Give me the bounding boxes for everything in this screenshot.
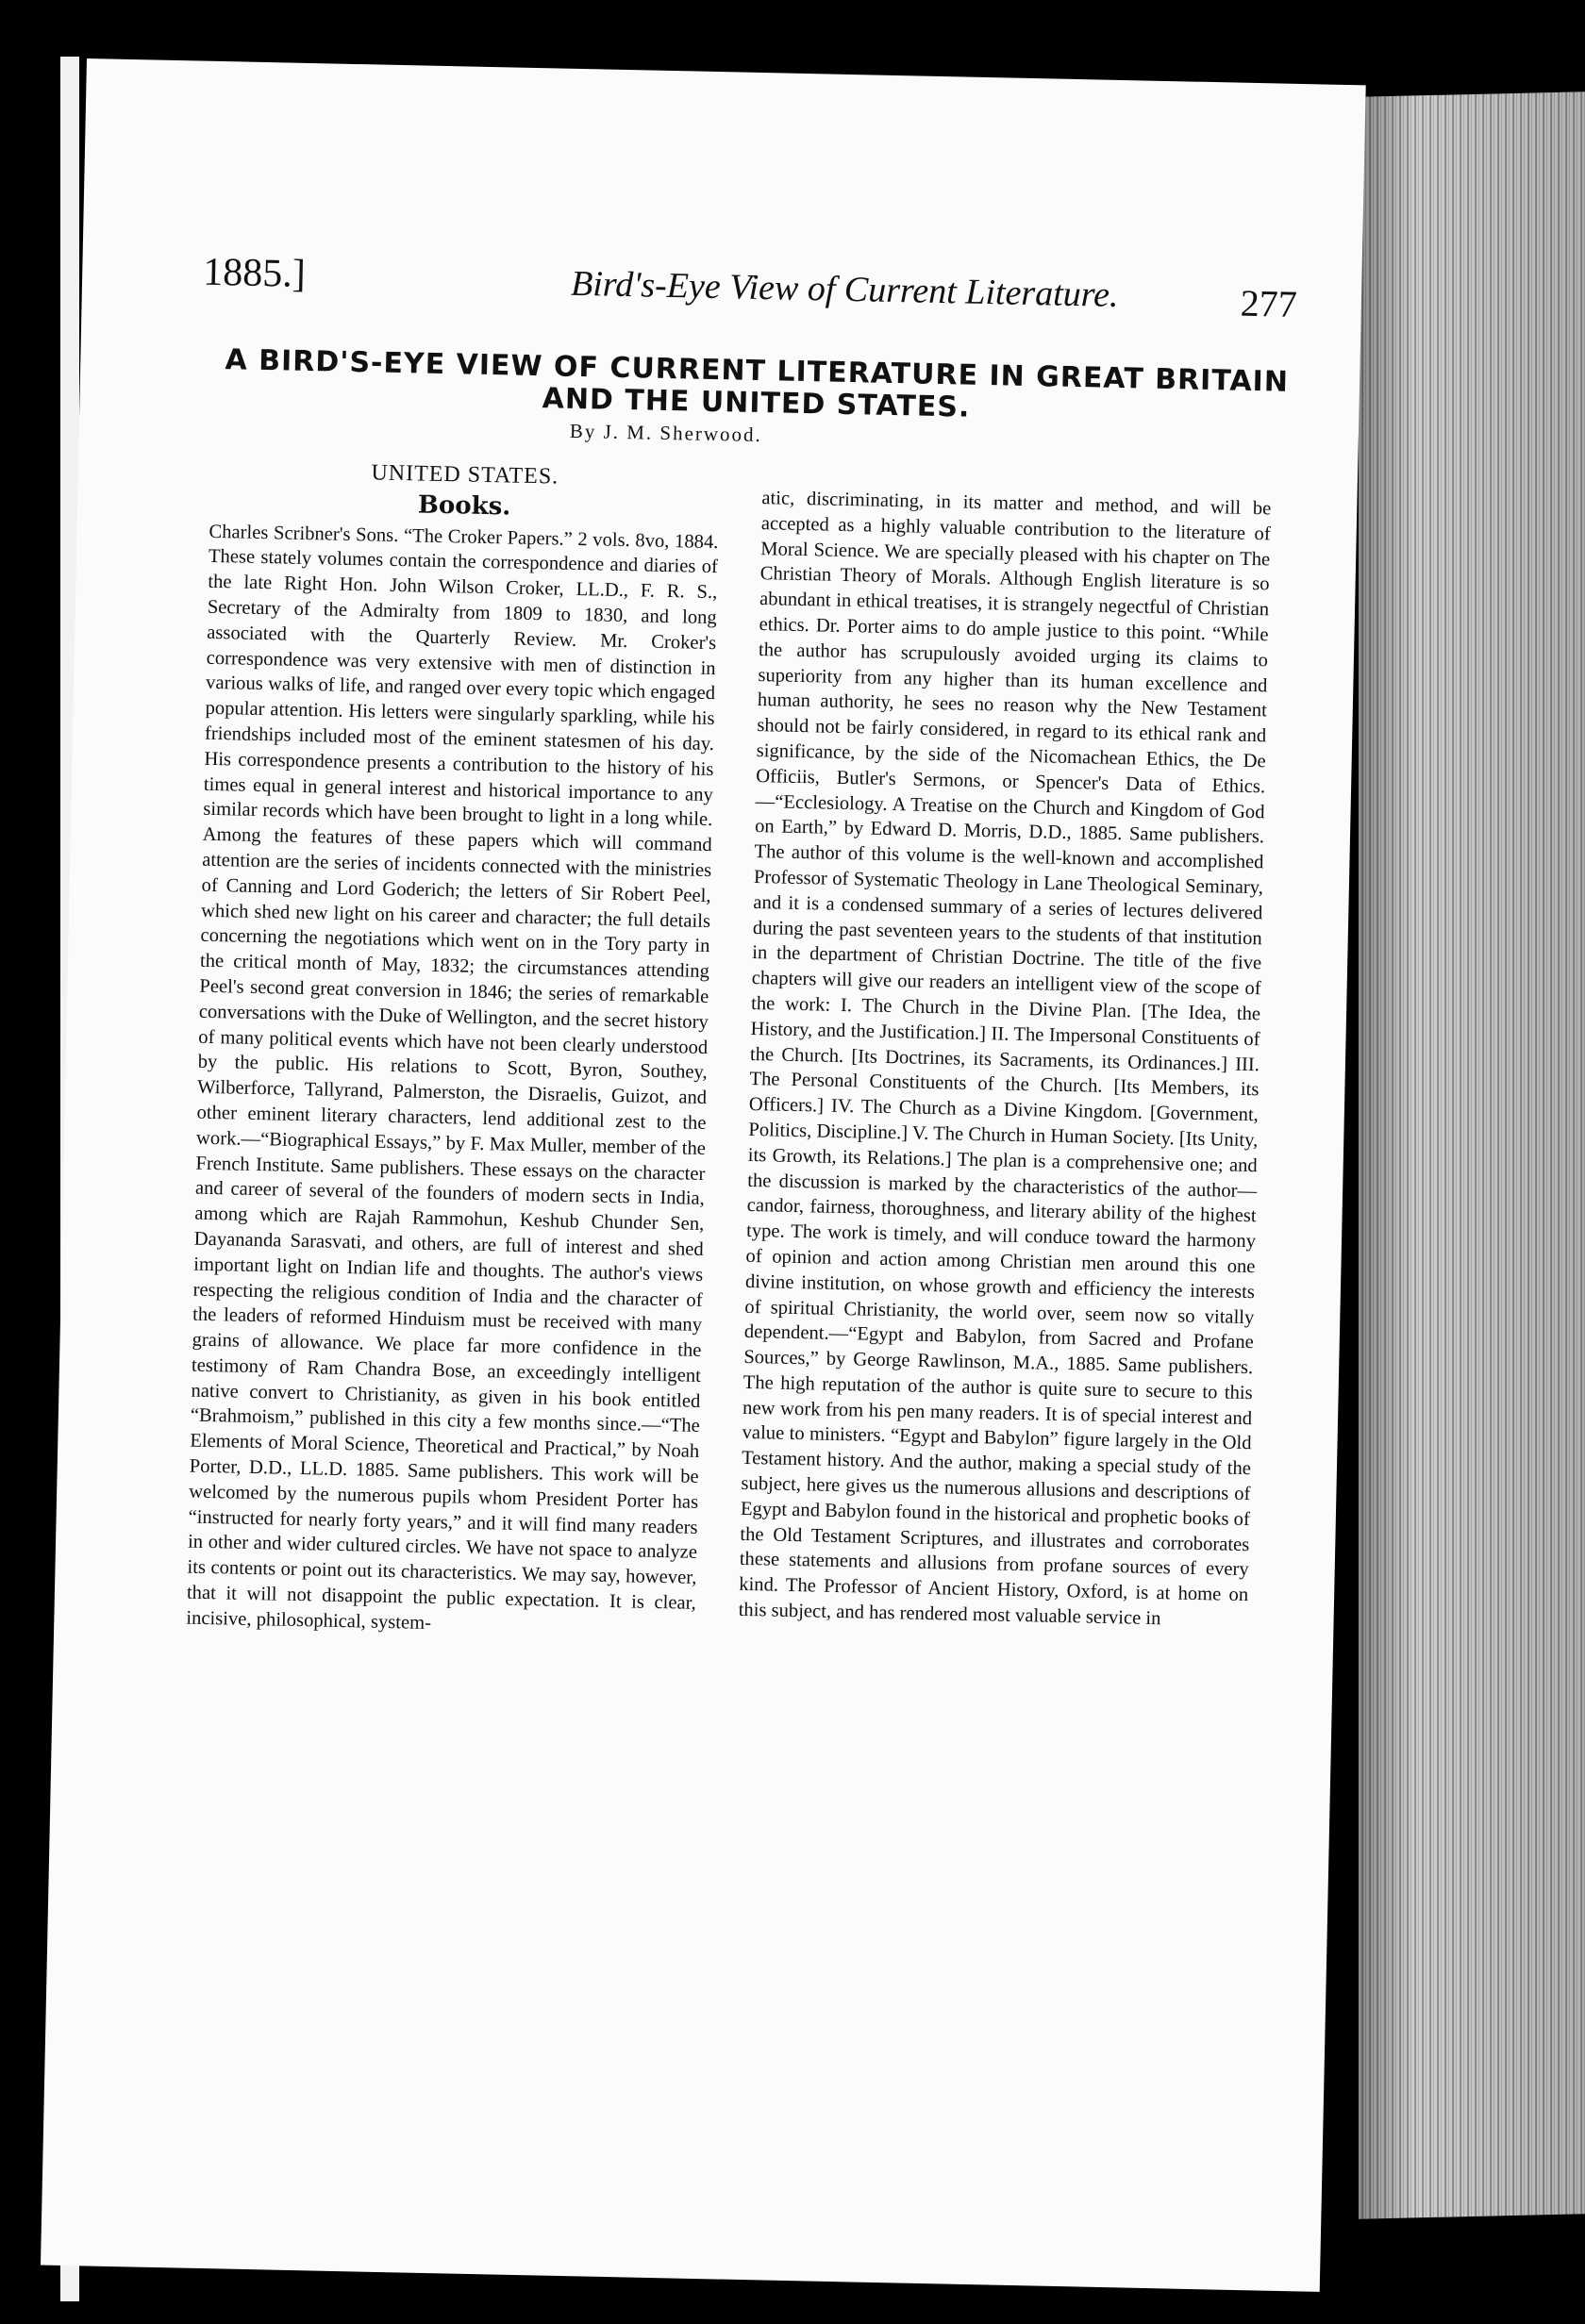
running-head [203,250,1317,330]
text-column-right [738,486,1271,1634]
running-head-title: Bird's-Eye View of Current Literature. [570,263,1119,315]
article-title: A BIRD'S-EYE VIEW OF CURRENT LITERATURE IN GREAT BRITAIN AND THE UNITED STATES. [225,343,1290,424]
article-byline: By J. M. Sherwood. [569,419,763,447]
text-column-left [186,457,720,1642]
subsection-heading: Books. [417,490,511,522]
running-head-year: 1885.] [202,250,307,296]
paragraph: atic, discriminating, in its matter and method, and will be accepted as a highly valuable contribution to the literature of Moral Science. We are specially pleased with his chapter on The Christian Theory of Morals. Although English literature is so abundant in ethical treatises, it is strangely negectful of Christian ethics. Dr. Porter aims to do ample justice to this point. “While the author has scrupulously avoided urging its claims to superiority from any higher than its human excellence and human authority, he sees no reason why the New Testament should not be fairly considered, in regard to its ethical rank and significance, by the side of the Nicomachean Ethics, the De Officiis, Butler's Sermons, or Spencer's Data of Ethics.—“Ecclesiology. A Treatise on the Church and Kingdom of God on Earth,” by Edward D. Morris, D.D., 1885. Same publishers. The author of this volume is the well-known and accomplished Professor of Systematic Theology in Lane Theological Seminary, and it is a condensed summary of a series of lectures delivered during the past seventeen years to the students of that institution in the department of Christian Doctrine. The title of the five chapters will give our readers an intelligent view of the scope of the work: I. The Church in the Divine Plan. [The Idea, the History, and the Justification.] II. The Impersonal Constituents of the Church. [Its Doctrines, its Sacraments, its Ordinances.] III. The Personal Constituents of the Church. [Its Members, its Officers.] IV. The Church as a Divine Kingdom. [Government, Politics, Discipline.] V. The Church in Human Society. [Its Unity, its Growth, its Relations.] The plan is a comprehensive one; and the discussion is marked by the characteristics of the author—candor, fairness, thoroughness, and literary ability of the highest type. The work is timely, and will conduce toward the harmony of opinion and action among Christian men around this one divine institution, on whose growth and efficiency the interests of spiritual Christianity, the world over, seem now so vitally dependent.—“Egypt and Babylon, from Sacred and Profane Sources,” by George Rawlinson, M.A., 1885. Same publishers. The high reputation of the author is quite sure to secure to this new work from his pen many readers. It is of special interest and value to ministers. “Egypt and Babylon” figure largely in the Old Testament history. And the author, making a special study of the subject, here gives us the numerous allusions and descriptions of Egypt and Babylon found in the historical and prophetic books of the Old Testament Scriptures, and illustrates and corroborates these statements and allusions from profane sources of every kind. The Professor of Ancient History, Oxford, is at home on this subject, and has rendered most valuable service in [738,488,1272,1630]
book-page [41,58,1366,2292]
paragraph: Charles Scribner's Sons. “The Croker Papers.” 2 vols. 8vo, 1884. These stately volumes contain the correspondence and diaries of the late Right Hon. John Wilson Croker, LL.D., F. R. S., Secretary of the Admiralty from 1809 to 1830, and long associated with the Quarterly Review. Mr. Croker's correspondence was very extensive with men of distinction in various walks of life, and ranged over every topic which engaged popular attention. His letters were singularly sparkling, while his friendships included most of the eminent statesmen of his day. His correspondence presents a contribution to the history of his times equal in general interest and historical importance to any similar records which have been brought to light in a long while. Among the features of these papers which will command attention are the series of incidents connected with the ministries of Canning and Lord Goderich; the letters of Sir Robert Peel, which shed new light on his career and character; the full details concerning the negotiations which went on in the Tory party in the critical month of May, 1832; the circumstances attending Peel's second great conversion in 1846; the series of remarkable conversations with the Duke of Wellington, and the secret history of many political events which have not been clearly understood by the public. His relations to Scott, Byron, Southey, Wilberforce, Tallyrand, Palmerston, the Disraelis, Guizot, and other eminent literary characters, lend additional zest to the work.—“Biographical Essays,” by F. Max Muller, member of the French Institute. Same publishers. These essays on the character and career of several of the founders of modern sects in India, among which are Rajah Rammohun, Keshub Chunder Sen, Dayananda Sarasvati, and others, are full of interest and shed important light on Indian life and thoughts. The author's views respecting the religious condition of India and the character of the leaders of reformed Hinduism must be received with many grains of allowance. We place far more confidence in the testimony of Ram Chandra Bose, an exceedingly intelligent native convert to Christianity, as given in his book entitled “Brahmoism,” published in this city a few months since.—“The Elements of Moral Science, Theoretical and Practical,” by Noah Porter, D.D., LL.D. 1885. Same publishers. This work will be welcomed by the numerous pupils whom President Porter has “instructed for nearly forty years,” and it will find many readers in other and wider cultured circles. We have not space to analyze its contents or point out its characteristics. We may say, however, that it will not disappoint the public expectation. It is clear, incisive, philosophical, system- [186,521,719,1634]
book-page-stack [1359,91,1585,2218]
page-number: 277 [1240,281,1298,325]
section-heading: UNITED STATES. [371,460,559,490]
